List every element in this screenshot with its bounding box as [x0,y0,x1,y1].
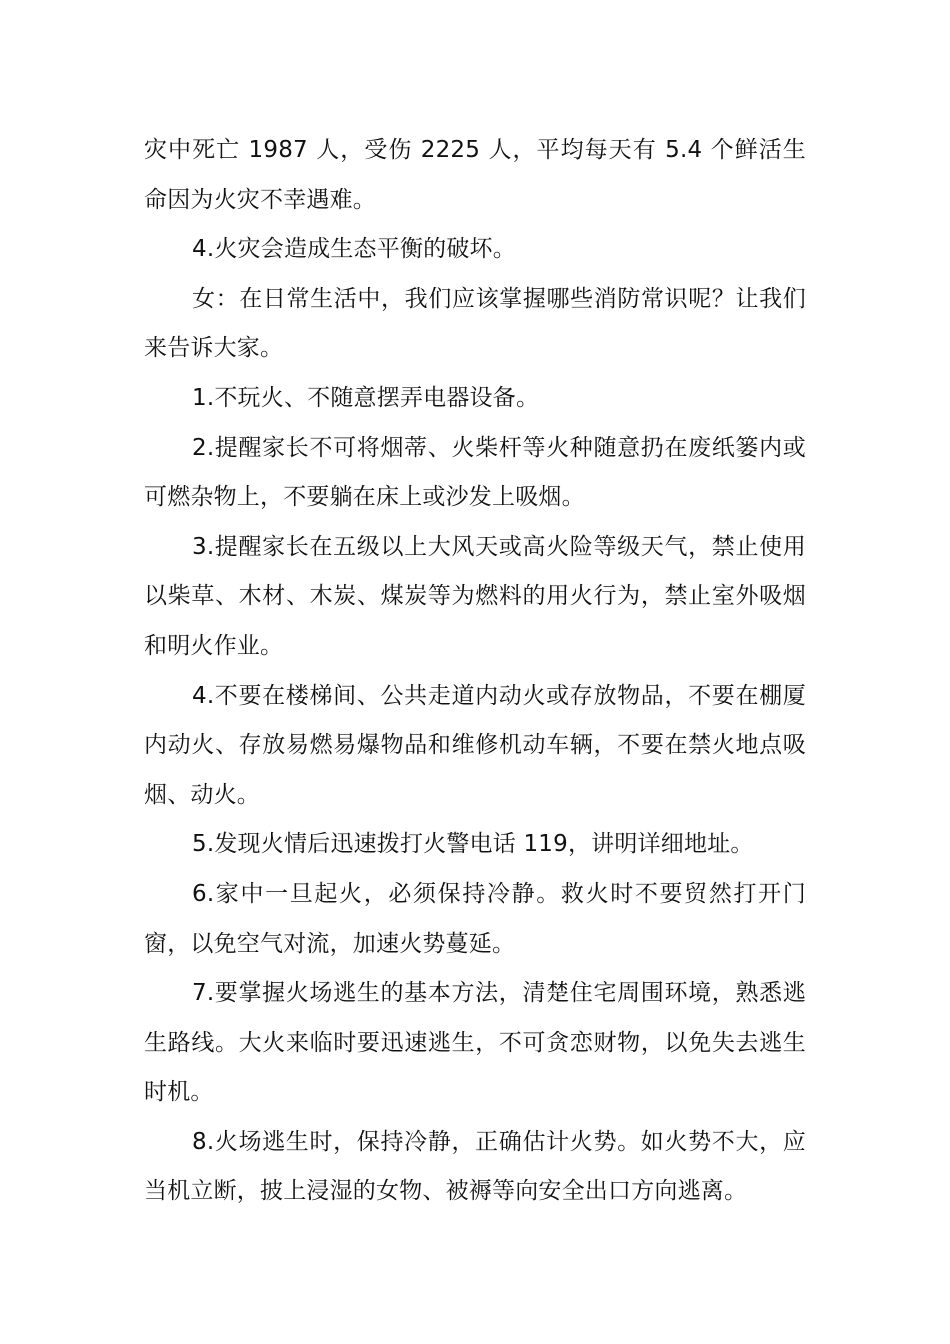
document-body [144,126,806,1217]
paragraph-point-4-ecology: 4.火灾会造成生态平衡的破坏。 [192,236,516,263]
paragraph-tip-8: 8.火场逃生时，保持冷静，正确估计火势。如火势不大，应当机立断，披上浸湿的女物、被褥等向安全出口方向逃离。 [144,1128,806,1205]
paragraph-tip-6: 6.家中一旦起火，必须保持冷静。救火时不要贸然打开门窗，以免空气对流，加速火势蔓延。 [144,880,806,957]
paragraph-tip-7: 7.要掌握火场逃生的基本方法，清楚住宅周围环境，熟悉逃生路线。大火来临时要迅速逃生，不可贪恋财物，以免失去逃生时机。 [144,980,806,1106]
paragraph-tip-2: 2.提醒家长不可将烟蒂、火柴杆等火种随意扔在废纸篓内或可燃杂物上，不要躺在床上或沙发上吸烟。 [144,434,806,511]
paragraph-tip-1: 1.不玩火、不随意摆弄电器设备。 [192,384,540,411]
paragraph-female-speaker: 女：在日常生活中，我们应该掌握哪些消防常识呢？让我们来告诉大家。 [144,285,806,362]
paragraph-tip-3: 3.提醒家长在五级以上大风天或高火险等级天气，禁止使用以柴草、木材、木炭、煤炭等为燃料的用火行为，禁止室外吸烟和明火作业。 [144,533,806,659]
paragraph-tip-5: 5.发现火情后迅速拨打火警电话 119，讲明详细地址。 [192,831,754,858]
paragraph-tip-4: 4.不要在楼梯间、公共走道内动火或存放物品，不要在棚厦内动火、存放易燃易爆物品和维修机动车辆，不要在禁火地点吸烟、动火。 [144,682,806,808]
paragraph-continuation: 灾中死亡 1987 人，受伤 2225 人，平均每天有 5.4 个鲜活生命因为火灾不幸遇难。 [144,137,806,213]
